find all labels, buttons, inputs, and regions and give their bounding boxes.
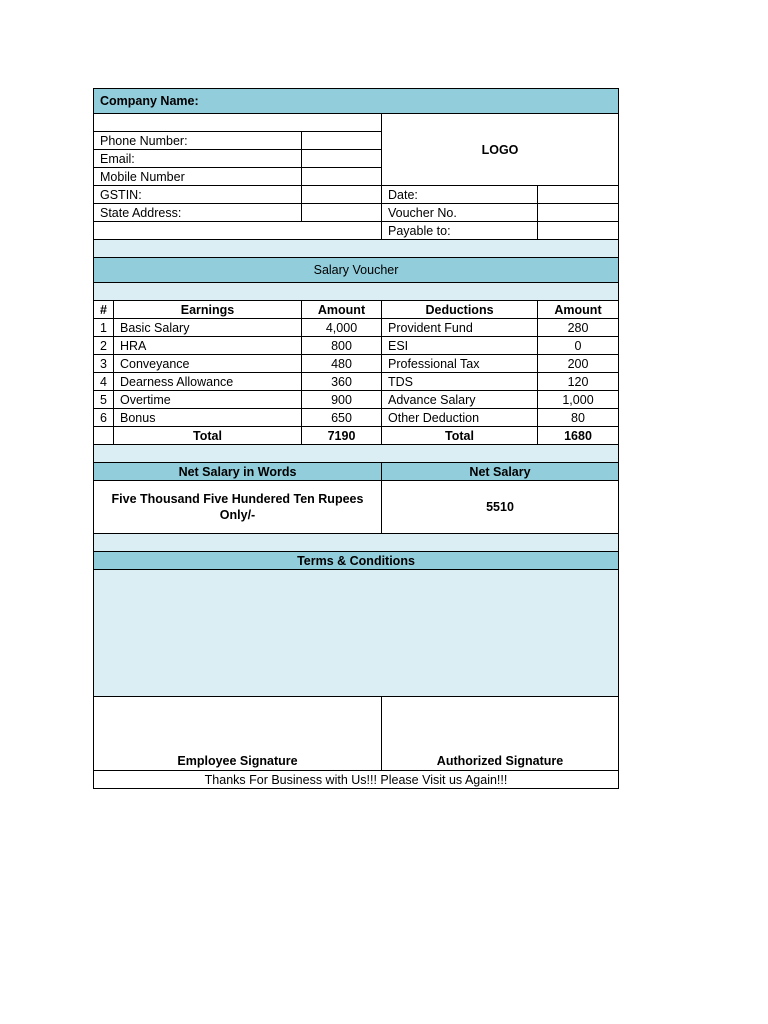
- company-name: Company Name:: [94, 89, 619, 114]
- table-row: [94, 391, 619, 409]
- spacer-band: [94, 445, 619, 463]
- earning-amount: 900: [302, 391, 382, 409]
- row-num: 1: [94, 319, 114, 337]
- earning-name: Dearness Allowance: [114, 373, 302, 391]
- col-earnings-header: Earnings: [114, 301, 302, 319]
- table-row: [94, 409, 619, 427]
- email-value[interactable]: [302, 150, 382, 168]
- deduction-name: Advance Salary: [382, 391, 538, 409]
- spacer-band: [94, 534, 619, 552]
- deduction-amount: 1,000: [538, 391, 619, 409]
- col-amount-header: Amount: [538, 301, 619, 319]
- table-row: [94, 319, 619, 337]
- deduction-name: Provident Fund: [382, 319, 538, 337]
- net-salary-words: Five Thousand Five Hundered Ten Rupees Only/-: [94, 481, 382, 534]
- deduction-amount: 200: [538, 355, 619, 373]
- col-amount-header: Amount: [302, 301, 382, 319]
- earning-amount: 800: [302, 337, 382, 355]
- net-salary-value: 5510: [382, 481, 619, 534]
- gstin-value[interactable]: [302, 186, 382, 204]
- earning-amount: 480: [302, 355, 382, 373]
- deductions-total-label: Total: [382, 427, 538, 445]
- table-row: [94, 355, 619, 373]
- deduction-amount: 280: [538, 319, 619, 337]
- phone-value[interactable]: [302, 132, 382, 150]
- payable-label: Payable to:: [382, 222, 538, 240]
- phone-label: Phone Number:: [94, 132, 302, 150]
- terms-area[interactable]: [94, 570, 619, 697]
- col-deductions-header: Deductions: [382, 301, 538, 319]
- employee-signature: Employee Signature: [94, 697, 382, 771]
- net-salary-label: Net Salary: [382, 463, 619, 481]
- date-value[interactable]: [538, 186, 619, 204]
- terms-label: Terms & Conditions: [94, 552, 619, 570]
- deduction-name: TDS: [382, 373, 538, 391]
- earning-amount: 4,000: [302, 319, 382, 337]
- email-label: Email:: [94, 150, 302, 168]
- date-label: Date:: [382, 186, 538, 204]
- voucher-value[interactable]: [538, 204, 619, 222]
- state-label: State Address:: [94, 204, 302, 222]
- payable-value[interactable]: [538, 222, 619, 240]
- deduction-name: Professional Tax: [382, 355, 538, 373]
- spacer-band: [94, 240, 619, 258]
- gstin-label: GSTIN:: [94, 186, 302, 204]
- net-words-label: Net Salary in Words: [94, 463, 382, 481]
- salary-voucher-sheet: [93, 88, 618, 789]
- row-num: 5: [94, 391, 114, 409]
- state-value[interactable]: [302, 204, 382, 222]
- earning-amount: 360: [302, 373, 382, 391]
- deduction-amount: 120: [538, 373, 619, 391]
- mobile-value[interactable]: [302, 168, 382, 186]
- footer-message: Thanks For Business with Us!!! Please Visit us Again!!!: [94, 771, 619, 789]
- blank-cell: [94, 427, 114, 445]
- totals-row: [94, 427, 619, 445]
- authorized-signature: Authorized Signature: [382, 697, 619, 771]
- logo: LOGO: [382, 114, 619, 186]
- row-num: 6: [94, 409, 114, 427]
- row-num: 3: [94, 355, 114, 373]
- earning-amount: 650: [302, 409, 382, 427]
- blank-cell: [94, 222, 382, 240]
- deduction-name: ESI: [382, 337, 538, 355]
- col-num-header: #: [94, 301, 114, 319]
- row-num: 2: [94, 337, 114, 355]
- deduction-name: Other Deduction: [382, 409, 538, 427]
- deduction-amount: 80: [538, 409, 619, 427]
- row-num: 4: [94, 373, 114, 391]
- deductions-total: 1680: [538, 427, 619, 445]
- earning-name: Basic Salary: [114, 319, 302, 337]
- voucher-table: [93, 88, 619, 789]
- earnings-total: 7190: [302, 427, 382, 445]
- blank-cell: [94, 114, 382, 132]
- voucher-title: Salary Voucher: [94, 258, 619, 283]
- table-row: [94, 337, 619, 355]
- earning-name: Bonus: [114, 409, 302, 427]
- table-row: [94, 373, 619, 391]
- deduction-amount: 0: [538, 337, 619, 355]
- spacer-band: [94, 283, 619, 301]
- earning-name: HRA: [114, 337, 302, 355]
- earning-name: Conveyance: [114, 355, 302, 373]
- earnings-total-label: Total: [114, 427, 302, 445]
- voucher-label: Voucher No.: [382, 204, 538, 222]
- mobile-label: Mobile Number: [94, 168, 302, 186]
- earning-name: Overtime: [114, 391, 302, 409]
